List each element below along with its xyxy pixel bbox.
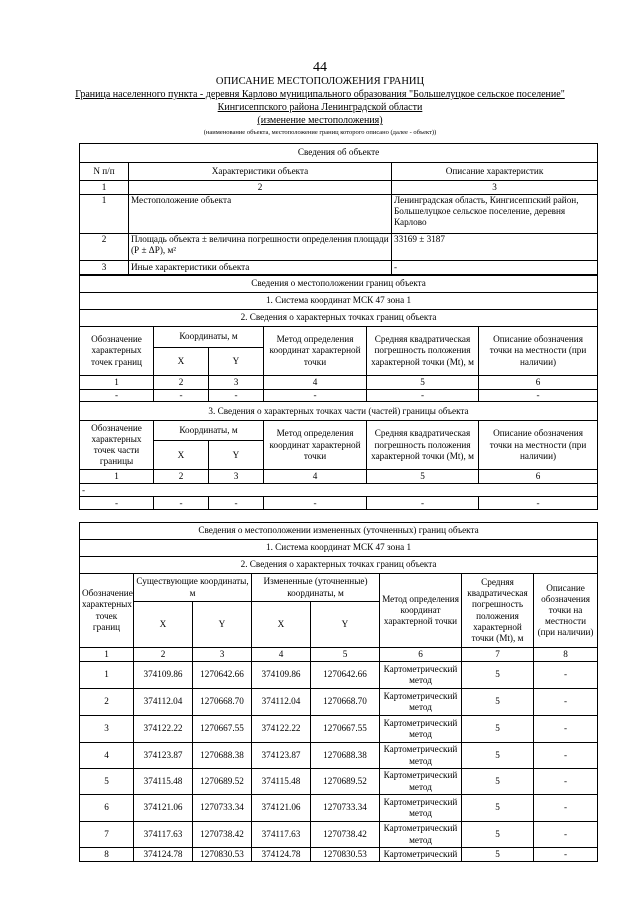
location-header: Сведения о местоположении границ объекта [80,276,598,293]
error-mt: 5 [462,769,534,795]
method-header: Метод определения координат характерной точки [264,327,367,376]
method: Картометрический метод [380,769,462,795]
y-changed: 1270733.34 [311,795,380,822]
descr-header: Описание обозначения точки на местности (при наличии) [479,327,598,376]
table-row [80,822,598,848]
x-header: X [154,348,209,376]
idx-cell: 3 [193,648,252,662]
points-header: Обозначение характерных точек границ [80,327,154,376]
y-existing: 1270668.70 [193,689,252,716]
row-name: Площадь объекта ± величина погрешности определения площади (Р ± ΔР), м² [129,234,392,261]
changed-coords-header: Измененные (уточненные) координаты, м [252,574,380,602]
row-name: Иные характеристики объекта [129,261,392,275]
row-value: - [392,261,598,275]
error-header: Средняя квадратическая погрешность положения характерной точки (Mt), м [367,421,479,470]
x-existing: 374122.22 [134,716,193,743]
method: Картометрический [380,848,462,862]
error-mt: 5 [462,795,534,822]
idx-cell: 1 [80,181,129,195]
y-existing: 1270738.42 [193,822,252,848]
row-num: 2 [80,234,129,261]
object-name-line3: (изменение местоположения) [257,115,383,126]
dash-cell: - [209,390,264,402]
dash-cell: - [264,497,367,510]
method: Картометрический метод [380,716,462,743]
y-changed: 1270689.52 [311,769,380,795]
x-existing: 374124.78 [134,848,193,862]
dash-cell: - [80,390,154,402]
idx-cell: 6 [479,376,598,390]
y-existing: 1270642.66 [193,662,252,689]
point-num: 6 [80,795,134,822]
method: Картометрический метод [380,822,462,848]
coords-header: Координаты, м [154,421,264,441]
page-number: 44 [313,60,327,75]
descr-header: Описание обозначения точки на местности (при наличии) [534,574,598,648]
x-existing: 374123.87 [134,743,193,769]
point-num: 1 [80,662,134,689]
y-changed: 1270642.66 [311,662,380,689]
dash-cell: - [367,390,479,402]
dash-cell: - [479,390,598,402]
idx-cell: 2 [154,470,209,484]
table-row [80,689,598,716]
point-num: 3 [80,716,134,743]
y-existing: 1270830.53 [193,848,252,862]
y-header: Y [311,602,380,648]
row-name: Местоположение объекта [129,195,392,234]
y-changed: 1270667.55 [311,716,380,743]
idx-cell: 4 [264,470,367,484]
descr: - [534,769,598,795]
idx-cell: 2 [129,181,392,195]
idx-cell: 7 [462,648,534,662]
y-header: Y [193,602,252,648]
method: Картометрический метод [380,743,462,769]
point-num: 4 [80,743,134,769]
location-section3: 3. Сведения о характерных точках части (частей) границы объекта [80,402,598,421]
error-mt: 5 [462,662,534,689]
idx-cell: 3 [392,181,598,195]
method: Картометрический метод [380,689,462,716]
table-row [80,716,598,743]
idx-cell: 5 [311,648,380,662]
point-num: 2 [80,689,134,716]
method-header: Метод определения координат характерной точки [380,574,462,648]
dash-cell: - [154,390,209,402]
x-header: X [134,602,193,648]
table-row [80,848,598,862]
x-header: X [252,602,311,648]
y-changed: 1270830.53 [311,848,380,862]
method: Картометрический метод [380,795,462,822]
x-changed: 374109.86 [252,662,311,689]
x-changed: 374112.04 [252,689,311,716]
changed-boundaries-table [79,522,598,862]
y-existing: 1270733.34 [193,795,252,822]
changed-system: 1. Система координат МСК 47 зона 1 [80,540,598,557]
error-mt: 5 [462,822,534,848]
location-section2: 2. Сведения о характерных точках границ объекта [80,310,598,327]
object-name-line1: Граница населенного пункта - деревня Карлово муниципального образования "Большелуцкое сельское поселение" [75,89,565,100]
idx-cell: 6 [479,470,598,484]
object-info-table [79,143,598,275]
method: Картометрический метод [380,662,462,689]
descr: - [534,822,598,848]
y-existing: 1270689.52 [193,769,252,795]
table-row [80,662,598,689]
y-changed: 1270688.38 [311,743,380,769]
point-num: 8 [80,848,134,862]
descr-header: Описание обозначения точки на местности (при наличии) [479,421,598,470]
descr: - [534,795,598,822]
error-mt: 5 [462,689,534,716]
changed-header: Сведения о местоположении измененных (уточненных) границ объекта [80,523,598,540]
y-existing: 1270688.38 [193,743,252,769]
changed-section2: 2. Сведения о характерных точках границ объекта [80,557,598,574]
idx-cell: 2 [154,376,209,390]
x-changed: 374117.63 [252,822,311,848]
col-char-header: Характеристики объекта [129,163,392,181]
idx-cell: 6 [380,648,462,662]
existing-coords-header: Существующие координаты, м [134,574,252,602]
error-mt: 5 [462,716,534,743]
idx-cell: 5 [367,470,479,484]
idx-cell: 4 [252,648,311,662]
idx-cell: 4 [264,376,367,390]
x-changed: 374115.48 [252,769,311,795]
location-table [79,275,598,510]
dash-cell: - [209,497,264,510]
y-header: Y [209,348,264,376]
y-changed: 1270738.42 [311,822,380,848]
method-header: Метод определения координат характерной точки [264,421,367,470]
descr: - [534,743,598,769]
x-changed: 374121.06 [252,795,311,822]
row-value: 33169 ± 3187 [392,234,598,261]
error-mt: 5 [462,848,534,862]
x-existing: 374115.48 [134,769,193,795]
error-header: Средняя квадратическая погрешность положения характерной точки (Mt), м [462,574,534,648]
x-existing: 374112.04 [134,689,193,716]
row-num: 3 [80,261,129,275]
col-num-header: N п/п [80,163,129,181]
idx-cell: 3 [209,376,264,390]
x-header: X [154,441,209,470]
location-system: 1. Система координат МСК 47 зона 1 [80,293,598,310]
error-header: Средняя квадратическая погрешность положения характерной точки (Mt), м [367,327,479,376]
x-existing: 374109.86 [134,662,193,689]
x-existing: 374117.63 [134,822,193,848]
table-row [80,743,598,769]
table-row [80,769,598,795]
object-info-header: Сведения об объекте [80,144,598,163]
y-header: Y [209,441,264,470]
descr: - [534,848,598,862]
idx-cell: 3 [209,470,264,484]
x-changed: 374122.22 [252,716,311,743]
y-existing: 1270667.55 [193,716,252,743]
col-desc-header: Описание характеристик [392,163,598,181]
idx-cell: 8 [534,648,598,662]
dash-cell: - [264,390,367,402]
x-existing: 374121.06 [134,795,193,822]
row-num: 1 [80,195,129,234]
dash-cell: - [80,497,154,510]
points-header: Обозначение характерных точек границ [80,574,134,648]
x-changed: 374123.87 [252,743,311,769]
idx-cell: 1 [80,376,154,390]
error-mt: 5 [462,743,534,769]
table-row [80,795,598,822]
descr: - [534,716,598,743]
dash-cell: - [367,497,479,510]
object-note: (наименование объекта, местоположение границ которого описано (далее - объект)) [203,129,437,136]
document-title: ОПИСАНИЕ МЕСТОПОЛОЖЕНИЯ ГРАНИЦ [215,76,425,87]
descr: - [534,689,598,716]
point-num: 5 [80,769,134,795]
dash-cell: - [154,497,209,510]
y-changed: 1270668.70 [311,689,380,716]
idx-cell: 5 [367,376,479,390]
object-name-line2: Кингисеппского района Ленинградской области [217,102,423,113]
x-changed: 374124.78 [252,848,311,862]
idx-cell: 1 [80,470,154,484]
dash-cell: - [80,484,598,497]
row-value: Ленинградская область, Кингисеппский район, Большелуцкое сельское поселение, деревня Карлово [392,195,598,234]
dash-cell: - [479,497,598,510]
coords-header: Координаты, м [154,327,264,348]
descr: - [534,662,598,689]
points-part-header: Обозначение характерных точек части границы [80,421,154,470]
idx-cell: 1 [80,648,134,662]
idx-cell: 2 [134,648,193,662]
point-num: 7 [80,822,134,848]
